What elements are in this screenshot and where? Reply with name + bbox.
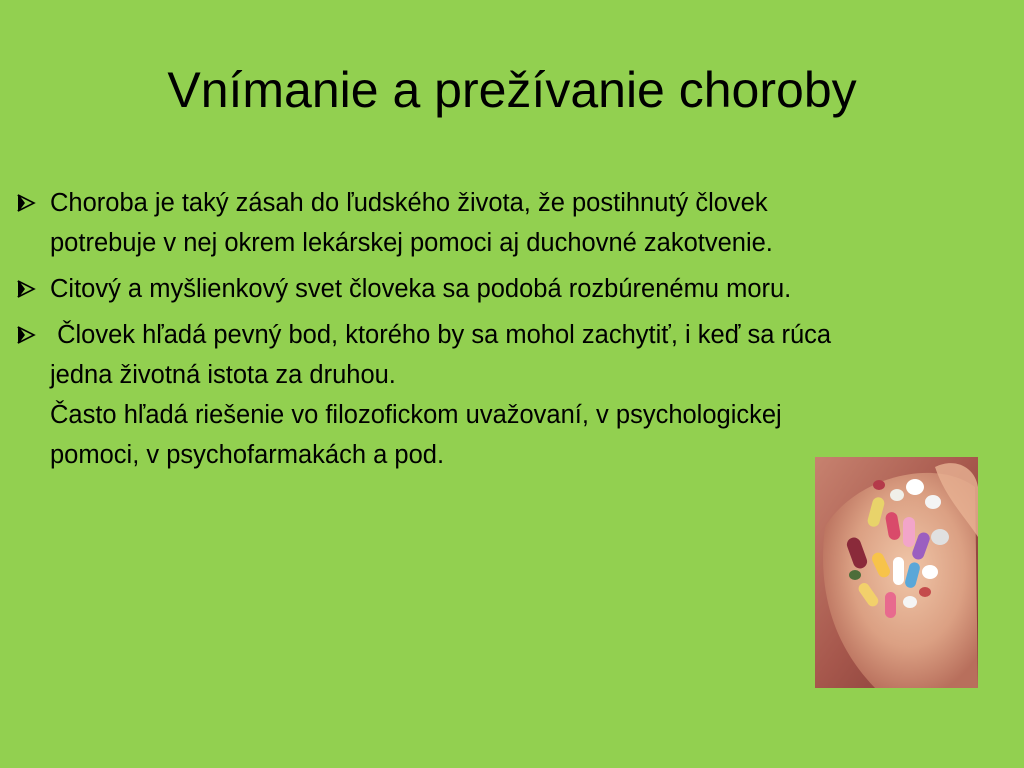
bullet-line: potrebuje v nej okrem lekárskej pomoci aj duchovné zakotvenie. [50, 229, 773, 257]
bullet-line: Choroba je taký zásah do ľudského života, že postihnutý človek [50, 189, 768, 217]
bullet-line: jedna životná istota za druhou. [50, 361, 396, 389]
pills-in-hand-photo [815, 457, 978, 688]
bullet-line: Citový a myšlienkový svet človeka sa podobá rozbúrenému moru. [50, 275, 792, 303]
bullet-list [14, 183, 1004, 481]
arrow-bullet-icon [16, 269, 40, 309]
slide-title: Vnímanie a prežívanie choroby [167, 62, 857, 118]
bullet-item [14, 269, 1004, 309]
bullet-item [14, 315, 1004, 475]
bullet-line: Často hľadá riešenie vo filozofickom uvažovaní, v psychologickej [50, 401, 782, 429]
arrow-bullet-icon [16, 315, 40, 355]
bullet-line: pomoci, v psychofarmakách a pod. [50, 441, 445, 469]
bullet-item [14, 183, 1004, 263]
bullet-line: Človek hľadá pevný bod, ktorého by sa mohol zachytiť, i keď sa rúca [50, 321, 832, 349]
arrow-bullet-icon [16, 183, 40, 223]
